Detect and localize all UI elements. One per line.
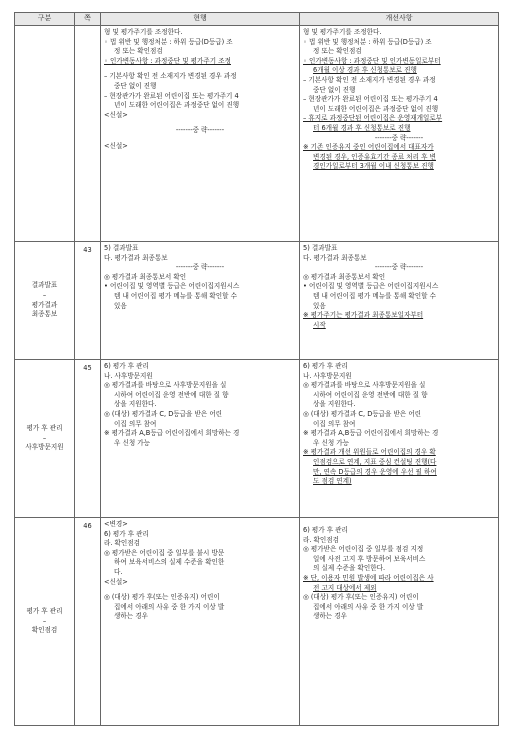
text-line: 전 고지 대상에서 제외 (313, 583, 377, 592)
text-line: 있음 (114, 301, 127, 310)
text-line: 하여 보육서비스의 실제 수준을 확인한 (114, 558, 225, 567)
category-label: 사후방문지원 (25, 443, 64, 452)
text-line: 우 신청 가능 (114, 438, 151, 447)
text-line: 생하는 경우 (114, 612, 148, 621)
text-line: ◎ 평가결과를 바탕으로 사후방문지원을 실 (104, 381, 227, 390)
row3-category (15, 360, 75, 518)
row2-page: 43 (75, 242, 101, 360)
text-line: 우 신청 가능 (313, 438, 350, 447)
table-row (15, 360, 499, 518)
text-line: 라. 확인점검 (104, 539, 141, 548)
text-line: ◎ (대상) 평가 후(또는 인증유지) 어린이 (303, 593, 419, 602)
text-line: 6) 평가 후 관리 (104, 529, 149, 538)
category-label: 평가결과 (31, 300, 58, 309)
text-line: 형 및 평가주기를 조정한다. (303, 28, 382, 36)
category-label: 결과발표 (31, 281, 58, 290)
text-line: ◎ 평가결과 최종통보서 확인 (104, 272, 187, 281)
text-line: 상을 지원한다. (114, 400, 157, 409)
text-line: 6) 평가 후 관리 (303, 362, 348, 370)
text-line: ◎ (대상) 평가 후(또는 인증유지) 어린이 (104, 593, 220, 602)
table-row (15, 242, 499, 360)
text-line: 상을 지원한다. (313, 400, 356, 409)
text-line: <변경> (104, 520, 128, 528)
text-line: ◎ 평가받은 어린이집 중 일부를 점검 지정 (303, 545, 424, 554)
text-line: 인점검으로 연계, 지표 중심 컨설팅 진행(다 (313, 457, 437, 466)
row1-current (101, 26, 300, 242)
text-line: ◎ 평가결과 최종통보서 확인 (303, 272, 386, 281)
category-label: – (42, 433, 47, 442)
category-label: 최종통보 (31, 310, 58, 319)
text-line: 다. (114, 567, 123, 576)
text-line: 도 점검 연계) (313, 477, 352, 486)
text-line: 템 내 어린이집 평가 메뉴를 통해 확인할 수 (313, 291, 436, 300)
text-line: 다. 평가결과 최종통보 (104, 253, 168, 262)
row3-page: 45 (75, 360, 101, 518)
text-line: 6개월 이상 경과 후 신청통보로 진행 (313, 66, 417, 75)
text-line: 집에서 아래의 사유 중 한 가지 이상 발 (313, 602, 424, 611)
text-line: 템 내 어린이집 평가 메뉴를 통해 확인할 수 (114, 291, 237, 300)
text-line: – 현장관가가 완료된 어린이집 또는 평가주기 4 (104, 91, 239, 100)
row2-category (15, 242, 75, 360)
text-line: 5) 결과발표 (303, 244, 338, 252)
text-line: 경인가일로부터 3개월 이내 신청통보 진행 (313, 162, 434, 171)
category-label: 평가 후 관리 (26, 607, 63, 616)
table-row (15, 518, 499, 726)
text-line: 의 실제 수준을 확인한다. (313, 564, 386, 573)
text-line: ◦ 법 위반 및 행정처분 : 하위 등급(D등급) 조 (303, 37, 432, 46)
text-line: 형 및 평가주기를 조정한다. (104, 28, 183, 36)
category-label: – (42, 616, 47, 625)
text-line: ※ 평가주기는 평가결과 최종통보일자부터 (303, 311, 424, 320)
text-line: -------중 략------- (175, 263, 225, 272)
text-line: -------중 략------- (374, 133, 424, 142)
header-category: 구분 (15, 13, 75, 26)
category-label: 확인점검 (31, 626, 58, 635)
text-line: ◎ (대상) 평가결과 C, D등급을 받은 어린 (303, 409, 422, 418)
header-row (15, 13, 499, 26)
row2-current (101, 242, 300, 360)
text-line: <신설> (104, 577, 128, 586)
text-line: 라. 확인점검 (303, 535, 340, 544)
text-line: 5) 결과발표 (104, 244, 139, 252)
text-line: 생하는 경우 (313, 612, 347, 621)
text-line: ※ 기존 인증유지 중인 어린이집에서 대표자가 (303, 143, 434, 152)
text-line: – 현장관가가 완료된 어린이집 또는 평가주기 4 (303, 95, 438, 104)
row3-current (101, 360, 300, 518)
comparison-table (14, 12, 499, 726)
text-line: ※ 평가결과 A,B등급 어린이집에서 희망하는 경 (104, 429, 240, 438)
text-line: 년이 도래한 어린이집은 과정중단 없이 진행 (313, 104, 439, 113)
text-line: 터 6개월 경과 후 신청통보로 진행 (313, 123, 411, 132)
text-line: 나. 사후방문지원 (303, 371, 352, 380)
category-label: – (42, 290, 47, 299)
text-line: 6) 평가 후 관리 (303, 526, 348, 534)
row4-category (15, 518, 75, 726)
row3-revised (300, 360, 499, 518)
text-line: 정 또는 확인점검 (313, 47, 362, 56)
text-line: 변경된 경우, 인증유효기간 종료 처리 후 변 (313, 152, 436, 161)
text-line: 시하여 어린이집 운영 전반에 대한 질 향 (114, 390, 229, 399)
text-line: 6) 평가 후 관리 (104, 362, 149, 370)
header-revised: 개선사항 (300, 13, 499, 26)
text-line: 시작 (313, 320, 326, 329)
text-line: ◎ (대상) 평가결과 C, D등급을 받은 어린 (104, 409, 223, 418)
text-line: 있음 (313, 301, 326, 310)
text-line: ◦ 법 위반 및 행정처분 : 하위 등급(D등급) 조 (104, 37, 233, 46)
row1-category (15, 26, 75, 242)
text-line: • 어린이집 및 영역별 등급은 어린이집지원시스 (303, 282, 439, 291)
row1-revised (300, 26, 499, 242)
header-page: 쪽 (75, 13, 101, 26)
text-line: -------중 략------- (374, 263, 424, 272)
text-line: <신설> (104, 110, 128, 119)
text-line: – 기본사항 확인 전 소재지가 변경된 경우 과정 (303, 75, 436, 84)
category-label: 평가 후 관리 (26, 424, 63, 433)
text-line: ◎ 평가받은 어린이집 중 일부를 불시 방문 (104, 548, 225, 557)
row2-revised (300, 242, 499, 360)
text-line: – 기본사항 확인 전 소재지가 변경된 경우 과정 (104, 72, 237, 81)
text-line: ※ 단, 이용자 민원 발생에 따라 어린이집은 사 (303, 573, 434, 582)
text-line: 년이 도래한 어린이집은 과정중단 없이 진행 (114, 101, 240, 110)
header-current: 현행 (101, 13, 300, 26)
text-line: 일에 사전 고지 후 방문하여 보육서비스 (313, 554, 426, 563)
text-line: – 휴지로 과정중단된 어린이집은 운영재개일로부 (303, 114, 443, 123)
text-line: 중단 없이 진행 (114, 81, 157, 90)
row1-page (75, 26, 101, 242)
text-line: ◦ 인가변동사항 : 과정중단 및 평가주기 조정 (104, 56, 231, 65)
text-line: 다. 평가결과 최종통보 (303, 253, 367, 262)
text-line: 정 또는 확인점검 (114, 47, 163, 56)
text-line: ◎ 평가결과를 바탕으로 사후방문지원을 실 (303, 381, 426, 390)
text-line: ※ 평가결과 A,B등급 어린이집에서 희망하는 경 (303, 429, 439, 438)
text-line: -------중 략------- (175, 126, 225, 135)
text-line: 집에서 아래의 사유 중 한 가지 이상 발 (114, 602, 225, 611)
text-line: 시하여 어린이집 운영 전반에 대한 질 향 (313, 390, 428, 399)
text-line: ◦ 인가변동사항 : 과정중단 및 인가변동일로부터 (303, 56, 441, 65)
text-line: ※ 평가결과 개선 위원들로 어린이집의 경우 확 (303, 448, 436, 457)
text-line: 나. 사후방문지원 (104, 371, 153, 380)
text-line: 이집 의무 참여 (114, 419, 157, 428)
text-line: • 어린이집 및 영역별 등급은 어린이집지원시스 (104, 282, 240, 291)
row4-current (101, 518, 300, 726)
text-line: 이집 의무 참여 (313, 419, 356, 428)
table-row (15, 26, 499, 242)
text-line: 중단 없이 진행 (313, 85, 356, 94)
text-line: <신설> (104, 141, 128, 150)
text-line: 만, 연속 D등급의 경우 운영에 우선 필 하여 (313, 467, 437, 476)
row4-revised (300, 518, 499, 726)
row4-page: 46 (75, 518, 101, 726)
